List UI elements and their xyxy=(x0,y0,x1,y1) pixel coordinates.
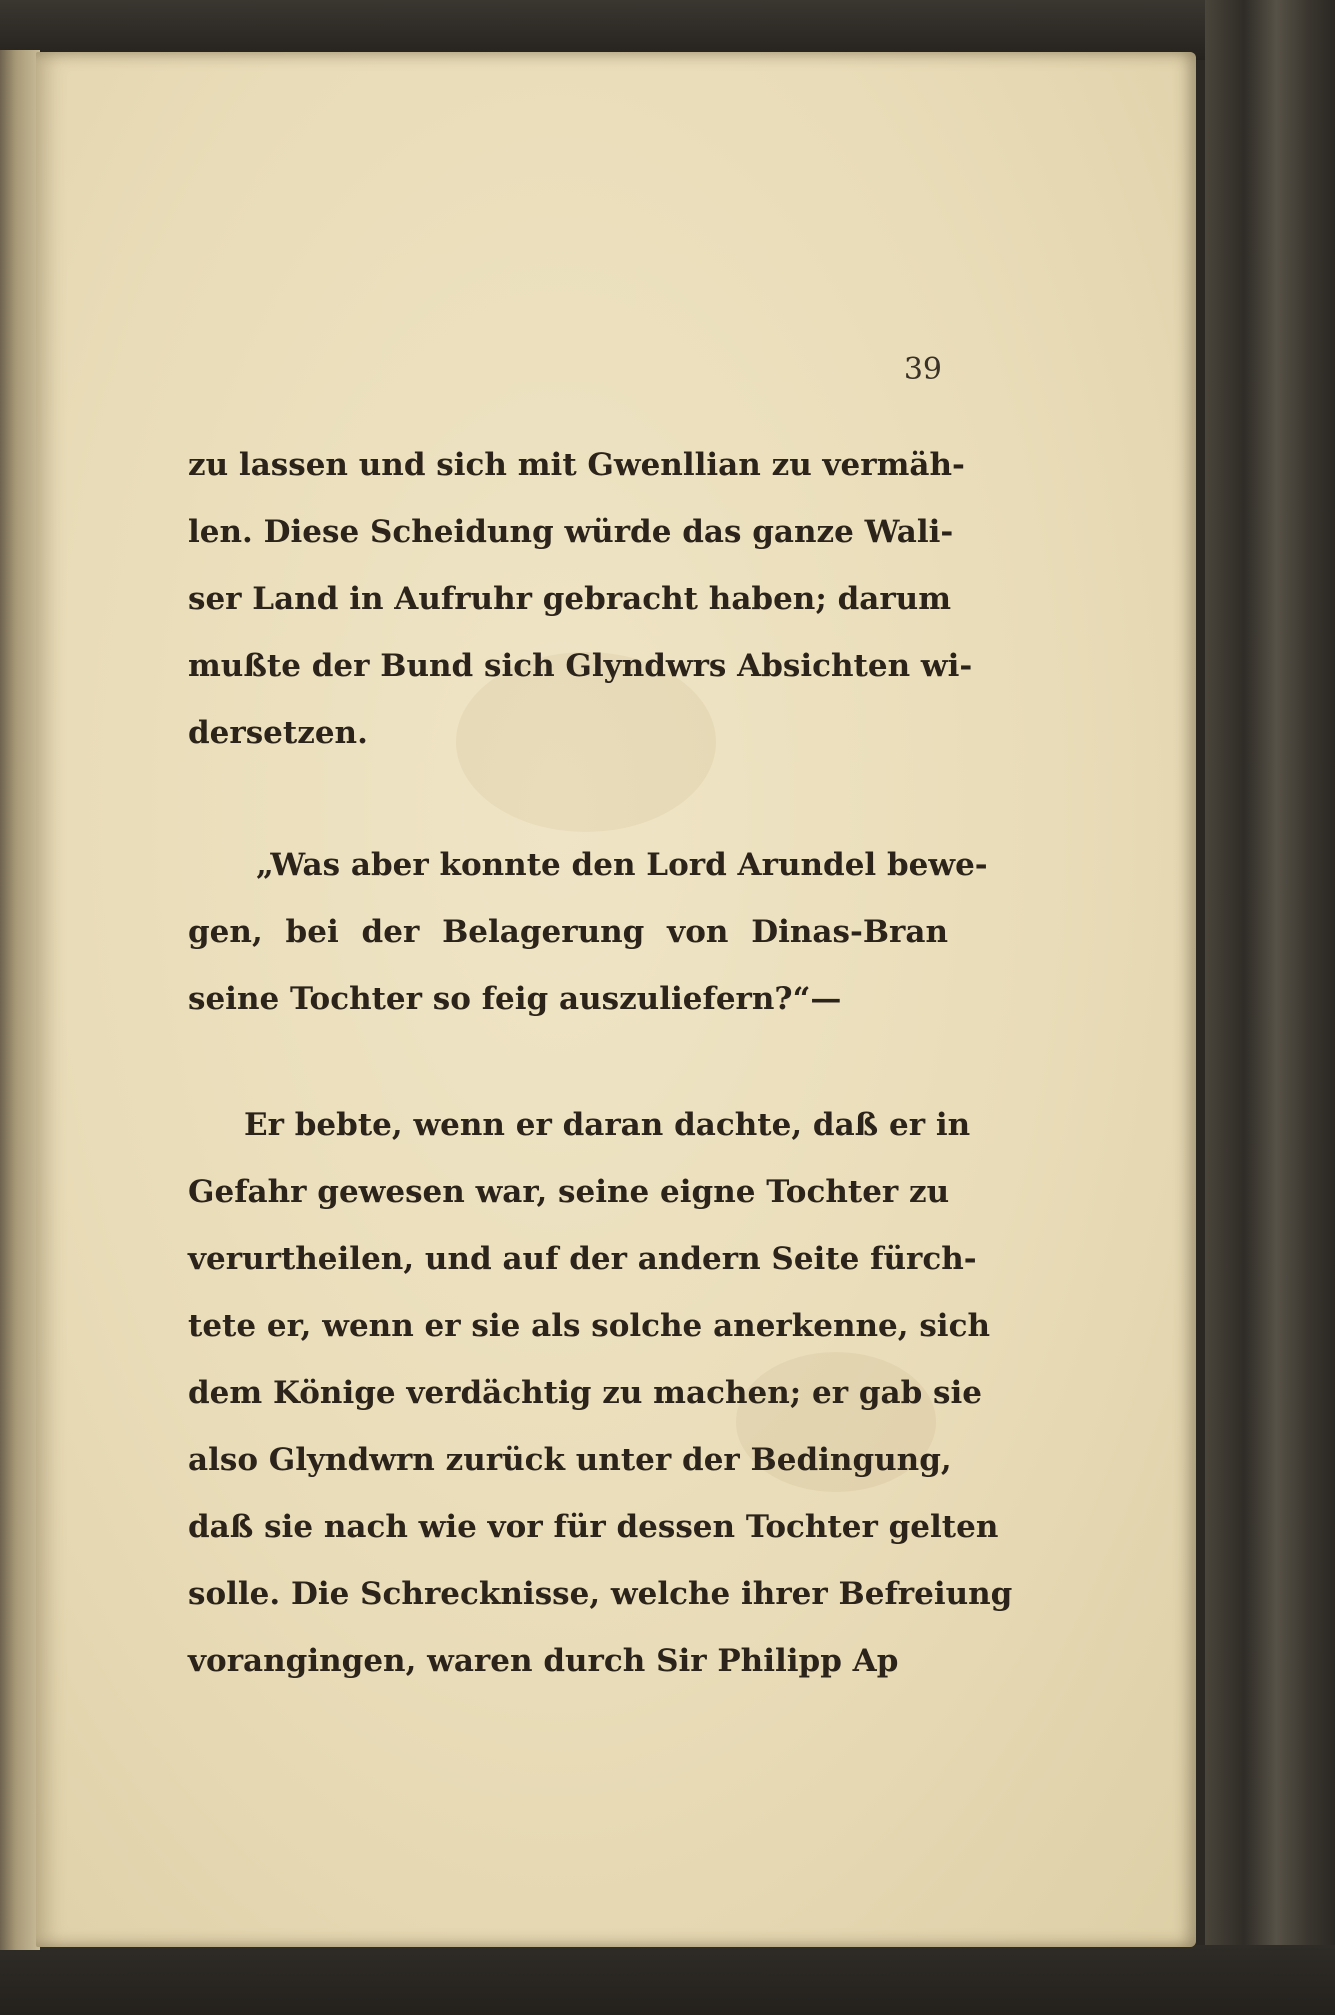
paragraph-3 xyxy=(188,1092,1013,1695)
page-number: 39 xyxy=(903,352,942,387)
paragraph-2 xyxy=(188,832,988,1033)
text-line: solle. Die Schrecknisse, welche ihrer Befreiung xyxy=(188,1576,1013,1612)
text-line: len. Diese Scheidung würde das ganze Wali- xyxy=(188,514,954,550)
text-line: zu lassen und sich mit Gwenllian zu vermäh- xyxy=(188,447,965,483)
text-line: vorangingen, waren durch Sir Philipp Ap xyxy=(188,1643,899,1679)
text-line: Gefahr gewesen war, seine eigne Tochter zu xyxy=(188,1174,950,1210)
text-line: dem Könige verdächtig zu machen; er gab sie xyxy=(188,1375,983,1411)
text-line: daß sie nach wie vor für dessen Tochter gelten xyxy=(188,1509,999,1545)
text-line: tete er, wenn er sie als solche anerkenne, sich xyxy=(188,1308,990,1344)
text-line: „Was aber konnte den Lord Arundel bewe- xyxy=(256,847,988,883)
text-line: mußte der Bund sich Glyndwrs Absichten wi- xyxy=(188,648,973,684)
text-line: also Glyndwrn zurück unter der Bedingung, xyxy=(188,1442,952,1478)
text-line: verurtheilen, und auf der andern Seite fürch- xyxy=(188,1241,977,1277)
book-page xyxy=(36,52,1196,1947)
paragraph-1 xyxy=(188,432,973,767)
text-line: Er bebte, wenn er daran dachte, daß er in xyxy=(244,1107,971,1143)
book-binding-spine xyxy=(1205,0,1335,2015)
text-line: dersetzen. xyxy=(188,715,368,751)
text-line: ser Land in Aufruhr gebracht haben; darum xyxy=(188,581,952,617)
book-binding-top xyxy=(0,0,1335,60)
text-line: seine Tochter so feig auszuliefern?“— xyxy=(188,981,842,1017)
text-line: gen, bei der Belagerung von Dinas-Bran xyxy=(188,914,948,950)
facing-page-edge xyxy=(0,50,40,1950)
book-binding-bottom xyxy=(0,1945,1335,2015)
